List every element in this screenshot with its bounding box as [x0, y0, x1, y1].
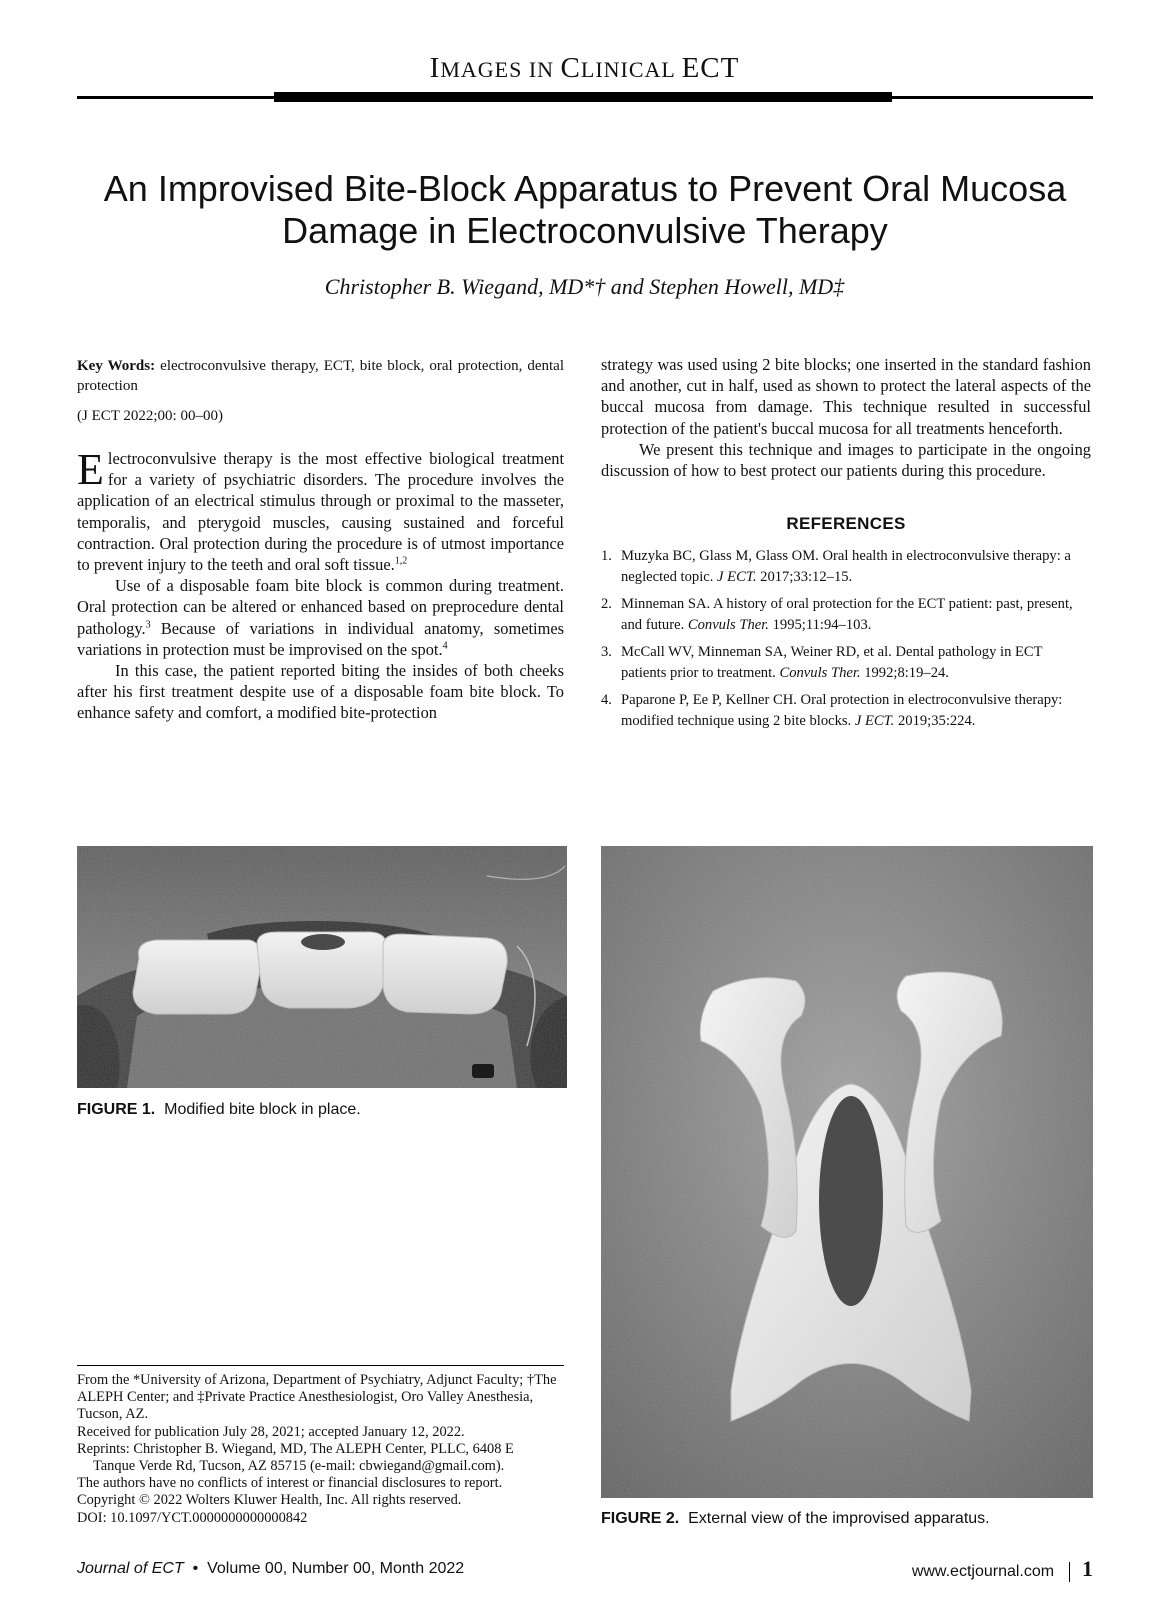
left-column [77, 356, 564, 724]
reprints-address: Tanque Verde Rd, Tucson, AZ 85715 (e-mail: cbwiegand@gmail.com). [93, 1458, 505, 1475]
footnote-rule [77, 1365, 564, 1366]
citation-superscript: 3 [145, 619, 151, 631]
conflicts-statement: The authors have no conflicts of interest or financial disclosures to report. [77, 1475, 503, 1492]
figure-label: FIGURE 2. [601, 1510, 680, 1527]
figure-2-photo [601, 846, 1093, 1498]
citation-superscript: 4 [442, 640, 448, 652]
doi: DOI: 10.1097/YCT.0000000000000842 [77, 1509, 308, 1526]
issue-info: Volume 00, Number 00, Month 2022 [207, 1560, 465, 1577]
reference-number: 2. [601, 596, 612, 613]
footer-journal-info [77, 1560, 464, 1578]
right-column [601, 354, 1091, 738]
reference-text: Minneman SA. A history of oral protection for the ECT patient: past, present, and future. [621, 596, 1073, 633]
caption-text: External view of the improvised apparatus. [688, 1510, 990, 1527]
figure-1-illustration [77, 846, 567, 1088]
body-paragraph [77, 445, 564, 575]
drop-cap: E [77, 445, 104, 494]
figure-2-caption [601, 1510, 990, 1528]
footer-divider [1069, 1562, 1070, 1582]
figure-1-photo [77, 846, 567, 1088]
page-number: 1 [1082, 1556, 1093, 1581]
journal-url[interactable]: www.ectjournal.com [911, 1563, 1055, 1580]
section-header-part: MAGES IN [440, 57, 561, 82]
reference-cite: 2019;35:224. [894, 712, 976, 729]
bullet-separator: • [192, 1560, 199, 1577]
reference-journal: J ECT. [717, 568, 757, 585]
header-rule-thick [274, 92, 892, 102]
reference-number: 1. [601, 548, 612, 565]
footer-right [912, 1556, 1093, 1582]
reference-journal: Convuls Ther. [687, 616, 769, 633]
authors: Christopher B. Wiegand, MD*† and Stephen Howell, MD‡ [324, 274, 845, 299]
footnote [77, 1372, 564, 1527]
reference-cite: 1992;8:19–24. [860, 664, 949, 681]
reprints: Reprints: Christopher B. Wiegand, MD, The ALEPH Center, PLLC, 6408 E [77, 1440, 514, 1457]
paragraph-text: lectroconvulsive therapy is the most effective biological treatment for a variety of psychiatric disorders. The procedure involves the application of an electrical stimulus through or proximal to the masseter, temporalis, and pterygoid muscles, causing sustained and forceful contraction. Oral protection during the procedure is of utmost importance to prevent injury to the teeth and oral soft tissue. [77, 449, 564, 575]
title-line: Damage in Electroconvulsive Therapy [282, 210, 888, 251]
keywords [77, 356, 564, 396]
reference-number: 4. [601, 692, 612, 709]
reference-journal: J ECT. [854, 712, 895, 729]
body-paragraph: strategy was used using 2 bite blocks; one inserted in the standard fashion and another, cut in half, used as shown to protect the lateral aspects of the buccal mucosa from damage. This technique resulted in successful protection of the patient's buccal mucosa for all treatments henceforth. [601, 355, 1091, 438]
reference-number: 3. [601, 644, 612, 661]
body-paragraph: We present this technique and images to participate in the ongoing discussion of how to best protect our patients during this procedure. [601, 439, 1091, 481]
keywords-label: Key Words: [77, 358, 156, 374]
reference-item [601, 642, 1091, 683]
journal-name: Journal of ECT [77, 1560, 184, 1577]
paragraph-text: Because of variations in individual anatomy, sometimes variations in protection must be improvised on the spot. [77, 618, 564, 659]
received-date: Received for publication July 28, 2021; accepted January 12, 2022. [77, 1423, 465, 1440]
section-header-part: ECT [681, 52, 740, 84]
paragraph-text: Use of a disposable foam bite block is common during treatment. Oral protection can be altered or enhanced based on preprocedure dental pathology. [77, 576, 564, 638]
section-header [0, 52, 1169, 85]
reference-cite: 1995;11:94–103. [768, 616, 872, 633]
references-heading: REFERENCES [786, 514, 906, 534]
title-line: An Improvised Bite-Block Apparatus to Prevent Oral Mucosa [103, 168, 1067, 209]
figure-label: FIGURE 1. [77, 1101, 156, 1118]
section-header-part: I [429, 52, 441, 84]
section-header-part: LINICAL [580, 57, 682, 82]
figure-2-illustration [601, 846, 1093, 1498]
citation-superscript: 1,2 [394, 555, 408, 567]
section-header-part: C [560, 52, 581, 84]
caption-text: Modified bite block in place. [164, 1101, 361, 1118]
copyright: Copyright © 2022 Wolters Kluwer Health, Inc. All rights reserved. [77, 1492, 462, 1509]
reference-text: Muzyka BC, Glass M, Glass OM. Oral health in electroconvulsive therapy: a neglected topic. [621, 548, 1071, 585]
reference-text: McCall WV, Minneman SA, Weiner RD, et al. Dental pathology in ECT patients prior to treatment. [621, 644, 1043, 681]
affiliation: From the *University of Arizona, Department of Psychiatry, Adjunct Faculty; †The ALEPH Center; and ‡Private Practice Anesthesiologist, Oro Valley Anesthesia, Tucson, AZ. [77, 1372, 557, 1423]
reference-journal: Convuls Ther. [779, 664, 861, 681]
body-paragraph [77, 575, 564, 660]
keywords-text: electroconvulsive therapy, ECT, bite block, oral protection, dental protection [77, 358, 565, 394]
reference-item [601, 690, 1091, 731]
figure-1-caption [77, 1101, 361, 1119]
reference-cite: 2017;33:12–15. [756, 568, 853, 585]
reference-item [601, 594, 1091, 635]
reference-item [601, 546, 1091, 587]
article-title [60, 168, 1110, 252]
references-list [601, 546, 1091, 731]
reference-text: Paparone P, Ee P, Kellner CH. Oral protection in electroconvulsive therapy: modified technique using 2 bite blocks. [621, 692, 1063, 729]
citation: (J ECT 2022;00: 00–00) [77, 408, 223, 424]
body-paragraph: In this case, the patient reported biting the insides of both cheeks after his first treatment despite use of a disposable foam bite block. To enhance safety and comfort, a modified bite-protection [77, 661, 564, 723]
